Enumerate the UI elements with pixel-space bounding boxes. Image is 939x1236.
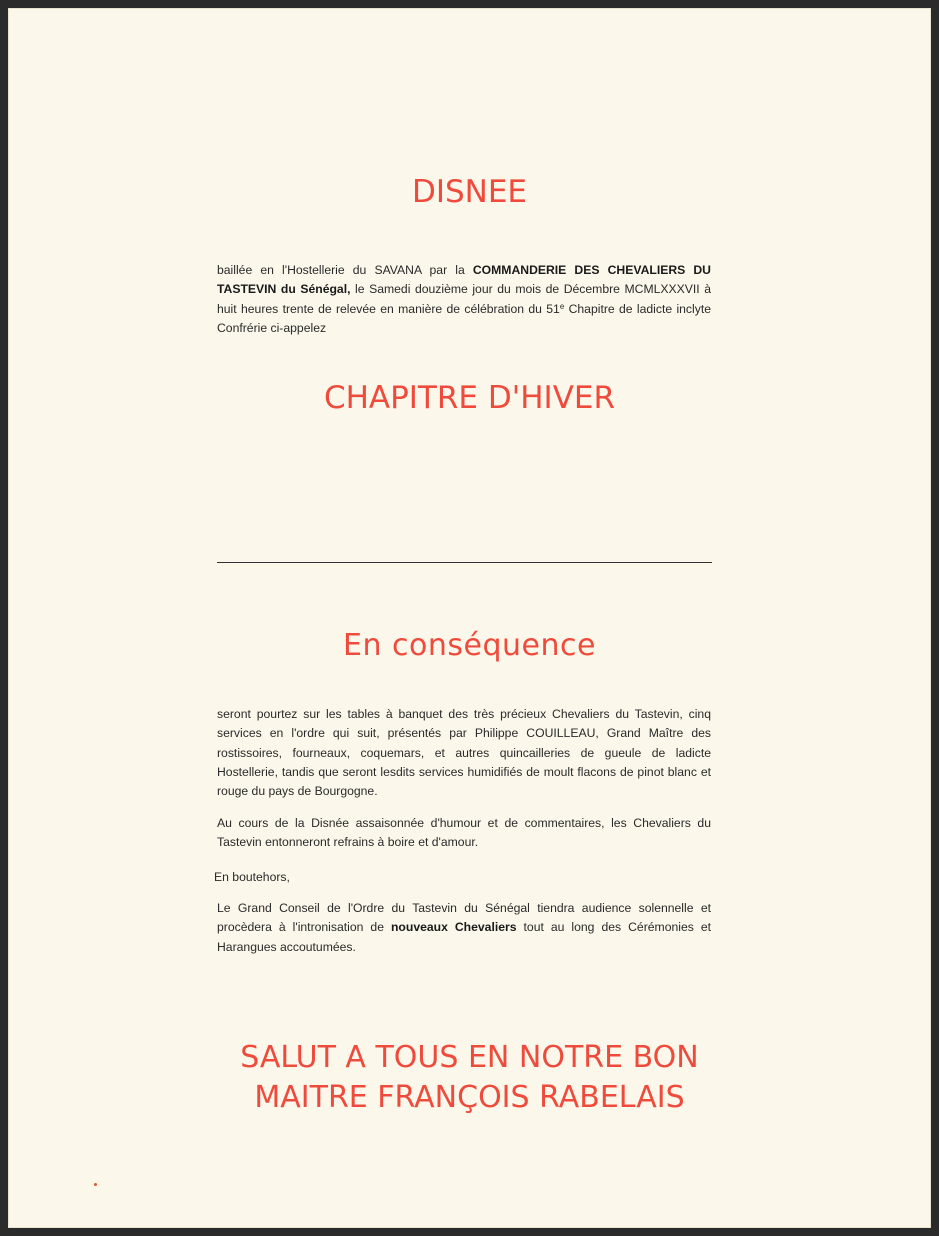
intro-text-1: baillée en l'Hostellerie du SAVANA par la (217, 263, 473, 277)
grand-conseil-paragraph (217, 899, 711, 957)
salut-line-1: SALUT A TOUS EN NOTRE BON (240, 1040, 699, 1075)
conseil-text-2: tout au long des Cérémonies et Harangues accoutumées. (217, 920, 711, 954)
services-paragraph: seront pourtez sur les tables à banquet des très précieux Chevaliers du Tastevin, cinq services en l'ordre qui suit, présentés par Philippe COUILLEAU, Grand Maître des rostissoires, fourneaux, coquemars, et autres quincailleries de gueule de ladicte Hostellerie, tandis que seront lesdits services humidifiés de moult flacons de pinot blanc et rouge du pays de Bourgogne. (217, 707, 711, 799)
intro-superscript: e (559, 301, 565, 311)
consequence-heading: En conséquence (343, 628, 596, 663)
chapitre-heading: CHAPITRE D'HIVER (323, 380, 616, 416)
intro-bold-commanderie: COMMANDERIE DES CHEVALIERS DU TASTEVIN du Sénégal, (217, 263, 711, 297)
menu-page (8, 8, 931, 1228)
conseil-bold-chevaliers: nouveaux Chevaliers (390, 920, 517, 935)
page-title: DISNEE (411, 174, 528, 210)
boutehors-paragraph: En boutehors, (214, 870, 290, 884)
divider-rule (217, 562, 712, 563)
conseil-text-1: Le Grand Conseil de l'Ordre du Tastevin du Sénégal tiendra audience solennelle et procèdera à l'intronisation de (217, 901, 711, 935)
salut-closing (8, 1038, 931, 1118)
intro-text-3: Chapitre de ladicte inclyte Confrérie ci-appelez (217, 301, 711, 335)
ink-speck (94, 1183, 97, 1186)
salut-line-2: MAITRE FRANÇOIS RABELAIS (254, 1080, 685, 1115)
intro-paragraph (217, 261, 711, 338)
disnee-paragraph: Au cours de la Disnée assaisonnée d'humour et de commentaires, les Chevaliers du Tastevin entonneront refrains à boire et d'amour. (217, 816, 711, 850)
intro-text-2: le Samedi douzième jour du mois de Décembre MCMLXXXVII à huit heures trente de relevée en manière de célébration du 51 (217, 282, 711, 316)
